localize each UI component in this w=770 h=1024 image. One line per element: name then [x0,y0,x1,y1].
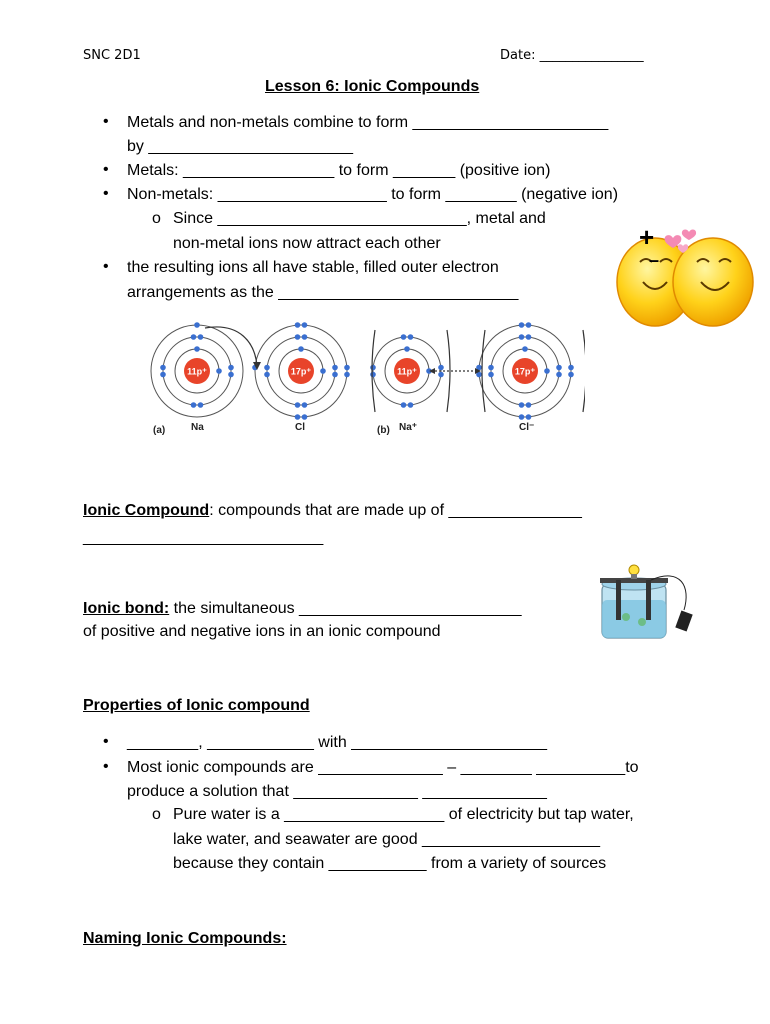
label-b: (b) [377,425,390,436]
electron [302,322,308,328]
bullet-dot: • [103,113,109,130]
electron [332,365,338,371]
cl-ion [476,322,574,420]
electron [302,402,308,408]
page-title: Lesson 6: Ionic Compounds [265,78,480,95]
electron [556,372,562,378]
electron [198,402,204,408]
electron [160,372,166,378]
ionic-bond-term: Ionic bond: [83,600,170,617]
electron [302,334,308,340]
plus-sign: + [639,222,655,252]
cl-atom [252,322,350,420]
na-ion-label: Na⁺ [399,422,418,433]
cl-ion-label: Cl⁻ [519,422,535,433]
electron [488,372,494,378]
property-sub-line2: lake water, and seawater are good ____________________ [173,831,601,848]
ionic-compound-term: Ionic Compound [83,502,210,519]
electron [544,368,550,374]
electron [526,334,532,340]
ionic-compound-definition [83,501,582,521]
electron [370,372,376,378]
sub-bullet-marker: o [152,210,161,227]
na-label: Na [191,422,204,433]
electron [344,372,350,378]
bullet-2: Metals: _________________ to form _______ (positive ion) [127,162,551,179]
nucleus-label: 11p⁺ [397,366,417,377]
course-code: SNC 2D1 [83,48,141,63]
electron [519,414,525,420]
electron-transfer-arrow [205,327,257,366]
ionic-bond-line1: the simultaneous _________________________ [169,600,522,617]
bullet-dot: • [103,185,109,202]
electron [370,365,376,371]
electron [526,402,532,408]
cl-label: Cl [295,422,305,433]
electron [438,372,444,378]
nucleus-label: 11p⁺ [187,366,207,377]
electron [295,322,301,328]
electron [264,372,270,378]
nucleus-label: 17p⁺ [290,366,312,377]
bullet-dot: • [103,258,109,275]
electron [320,368,326,374]
nucleus-label: 17p⁺ [514,366,536,377]
minus-sign: – [649,250,660,270]
ionic-bond-line2: of positive and negative ions in an ionic compound [83,623,441,640]
electron [519,322,525,328]
electron [194,346,200,352]
electron [191,402,197,408]
property-sub-line3: because they contain ___________ from a variety of sources [173,855,607,872]
electron [568,372,574,378]
electron [295,402,301,408]
bullet-4-line2: arrangements as the ___________________________ [127,284,519,301]
property-2-line1: Most ionic compounds are ______________ – ________ __________to [127,759,639,776]
heart-icon [682,230,696,240]
sub-bullet-marker: o [152,806,161,823]
ionic-compound-line1: : compounds that are made up of _______________ [209,502,582,519]
hugging-smileys-image [605,220,760,330]
electron [302,414,308,420]
electron [519,334,525,340]
electron [568,365,574,371]
na-atom [151,322,243,417]
property-sub-line1: Pure water is a __________________ of electricity but tap water, [173,806,634,823]
electron [488,365,494,371]
electron [401,334,407,340]
bullet-3: Non-metals: ___________________ to form ________ (negative ion) [127,186,619,203]
electron [408,334,414,340]
electron [191,334,197,340]
electron [228,365,234,371]
electron [522,346,528,352]
electron [408,402,414,408]
electron [519,402,525,408]
bullet-dot: • [103,758,109,775]
electron [264,365,270,371]
electron [404,346,410,352]
electron [344,365,350,371]
electron [332,372,338,378]
electron [194,322,200,328]
bracket [482,330,485,412]
properties-heading: Properties of Ionic compound [83,697,310,714]
electron [438,365,444,371]
bracket [583,330,585,412]
sub-bullet-1-line1: Since ____________________________, metal and [173,210,546,227]
bullet-dot: • [103,733,109,750]
electron [198,334,204,340]
electron [556,365,562,371]
label-a: (a) [153,425,166,436]
sub-bullet-1-line2: non-metal ions now attract each other [173,235,441,252]
naming-heading: Naming Ionic Compounds: [83,930,287,947]
electron [298,346,304,352]
property-2-line2: produce a solution that ______________ ______________ [127,783,547,800]
ionic-bond-definition [83,599,522,619]
electron [295,334,301,340]
electron [526,414,532,420]
electron [295,414,301,420]
conductivity-apparatus-image [596,562,706,647]
electron [526,322,532,328]
bullet-4-line1: the resulting ions all have stable, filled outer electron [127,259,499,276]
date-label: Date: ________________ [500,48,644,63]
bullet-1-line1: Metals and non-metals combine to form ______________________ [127,114,609,131]
electron [216,368,222,374]
property-1: ________, ____________ with ______________________ [127,734,547,751]
electron [160,365,166,371]
electron [401,402,407,408]
bullet-dot: • [103,161,109,178]
ionic-compound-line2: ___________________________ [83,529,324,546]
electron [228,372,234,378]
bullet-1-line2: by _______________________ [127,138,354,155]
ionic-bond-atom-diagram [145,318,585,443]
